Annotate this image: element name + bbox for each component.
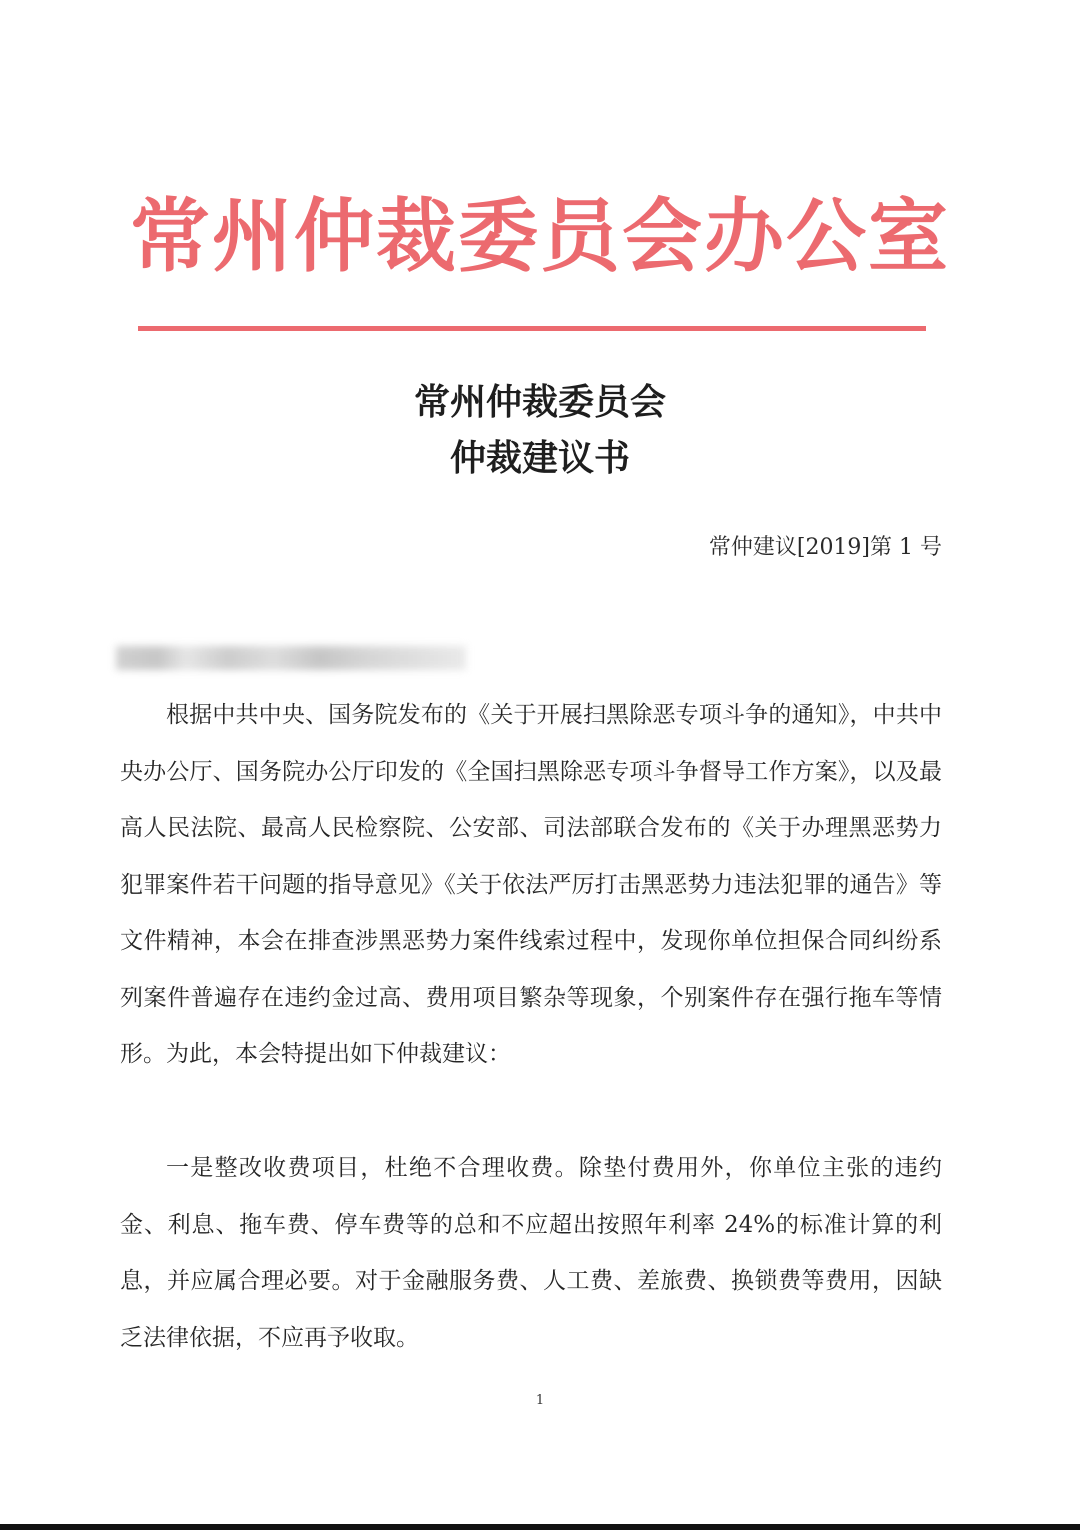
letterhead-red-rule <box>138 326 926 331</box>
paragraph-text: 一是整改收费项目，杜绝不合理收费。除垫付费用外，你单位主张的违约金、利息、拖车费、停车费等的总和不应超出按照年利率 24%的标准计算的利息，并应属合理必要。对于金融服务费、人工费、差旅费、换锁费等费用，因缺乏法律依据，不应再予收取。 <box>120 1155 942 1351</box>
document-title-line2: 仲裁建议书 <box>449 438 630 479</box>
bottom-edge-bar <box>0 1524 1080 1530</box>
document-title-line1: 常州仲裁委员会 <box>413 382 666 423</box>
redacted-recipient <box>116 646 466 670</box>
letterhead-title: 常州仲裁委员会办公室 <box>130 189 950 283</box>
body-paragraph-2 <box>120 1140 942 1366</box>
page-number: 1 <box>535 1393 545 1408</box>
paragraph-text: 根据中共中央、国务院发布的《关于开展扫黑除恶专项斗争的通知》，中共中央办公厅、国务院办公厅印发的《全国扫黑除恶专项斗争督导工作方案》，以及最高人民法院、最高人民检察院、公安部、司法部联合发布的《关于办理黑恶势力犯罪案件若干问题的指导意见》《关于依法严厉打击黑恶势力违法犯罪的通告》等文件精神，本会在排查涉黑恶势力案件线索过程中，发现你单位担保合同纠纷系列案件普遍存在违约金过高、费用项目繁杂等现象，个别案件存在强行拖车等情形。为此，本会特提出如下仲裁建议： <box>120 702 942 1067</box>
body-paragraph-1 <box>120 687 942 1083</box>
document-number: 常仲建议[2019]第 1 号 <box>708 535 942 560</box>
